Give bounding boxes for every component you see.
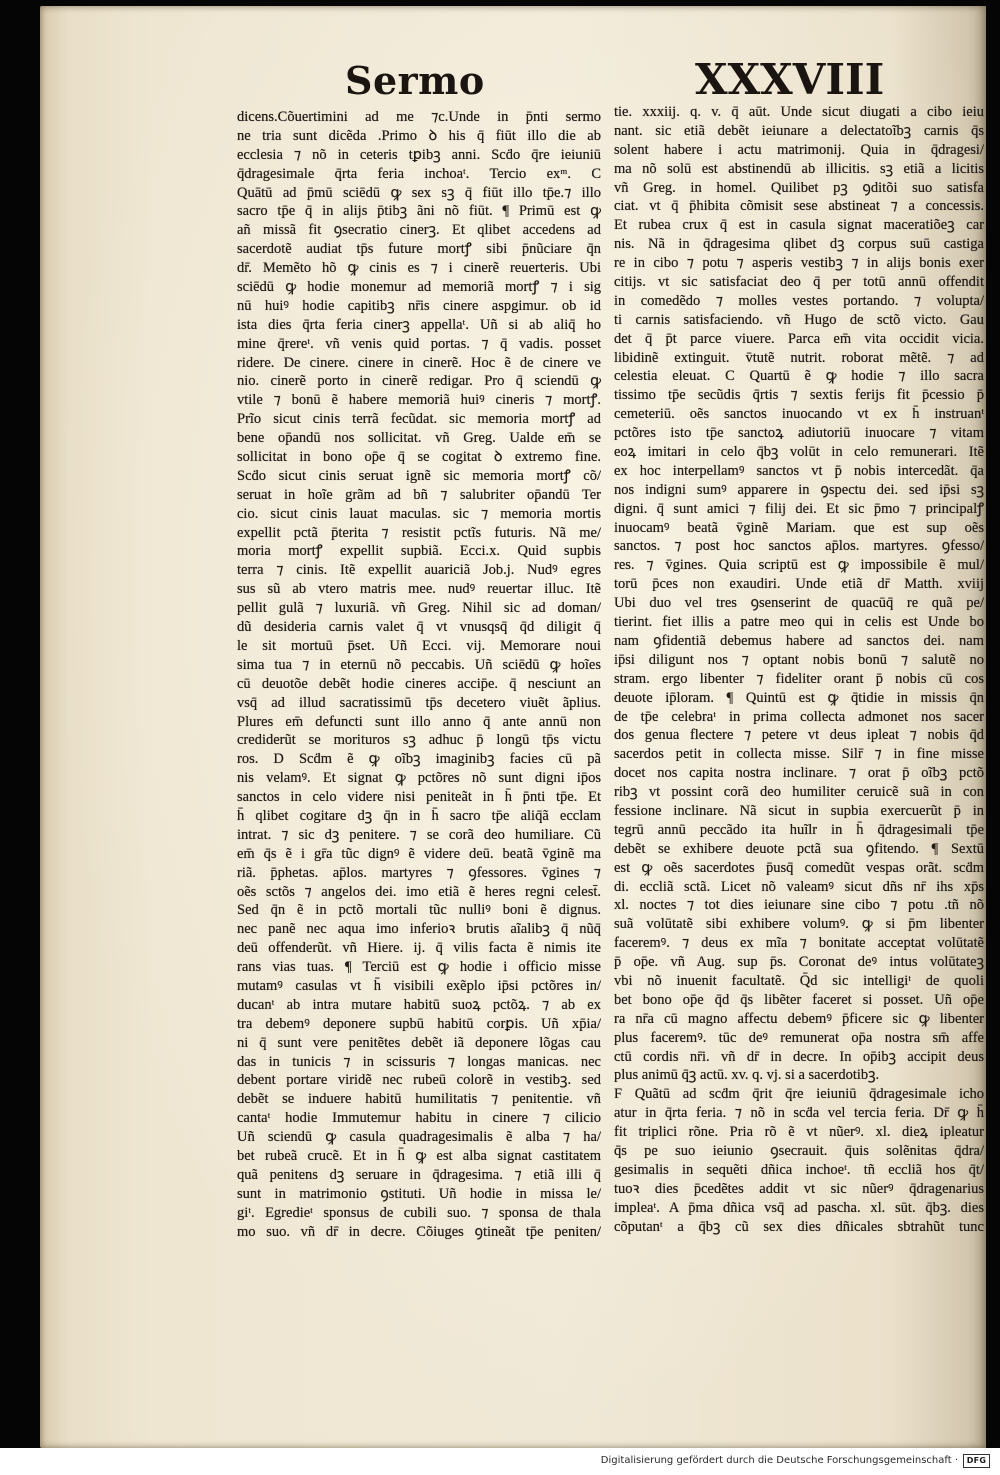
text-line: vbi nõ inuenit facultatẽ. Q̄d sic intelligiᵗ de quoli: [614, 972, 984, 989]
text-line: ip̄si diligunt nos ⁊ optant nobis bonū ⁊ salutẽ no: [614, 651, 984, 668]
text-line: sunt in matrimonio ꝯstituti. Uñ hodie in missa le/: [237, 1185, 601, 1202]
text-line: sciēdū ꝙ hodie monemur ad memoriã mortꝭ ⁊ i sig: [237, 279, 601, 296]
text-line: tissimo tp̄e secũdis q̄rtis ⁊ sextis ferijs fit p̄cessio p̄: [614, 387, 984, 404]
text-line: cemeteriū. oẽs sanctos inuocando vt ex h̄ instruanᵗ: [614, 406, 984, 423]
text-line: stram. ergo libenter ⁊ fideliter orant p̄ nobis cū cos: [614, 670, 984, 687]
text-line: Uñ sciendū ꝙ casula quadragesimalis ẽ alba ⁊ ha/: [237, 1129, 601, 1146]
text-line: de tp̄e celebraᵗ in prima collecta admonet nos sacer: [614, 708, 984, 725]
text-line: em̄ q̄s ẽ i gr̄a tũc dignꝰ ẽ videre deū. beatã v̄ginẽ ma: [237, 845, 601, 862]
text-line: F Quãtū ad scḋm q̄rit q̄re ieiuniū q̄dragesimale icho: [614, 1086, 984, 1103]
text-line: ne tria sunt dicẽda .Primo ꝺ his q̄ fiūt illo die ab: [237, 127, 601, 144]
text-line: Scḋo sicut cinis seruat ignẽ sic memoria mortꝭ cõ/: [237, 467, 601, 484]
text-line: nant. sic etiã debẽt ieiunare a delectatoĩbꝫ carnis q̄s: [614, 122, 984, 139]
footer-bar: [0, 1448, 1000, 1475]
text-line: sacerdotẽ audiat tp̄s future mortꝭ sibi p̄nũciare q̄n: [237, 241, 601, 258]
text-line: le sit mortuū p̄set. Uñ Ecci. vij. Memorare noui: [237, 637, 601, 654]
text-line: moria mortꝭ expellit supbiã. Ecci.x. Quid supbis: [237, 543, 601, 560]
text-line: tuoꝛ dies p̄cedẽtes addit vt sic nũerꝰ q̄dragenarius: [614, 1180, 984, 1197]
text-line: Sed q̄n ẽ in pctõ mortali tũc nulliꝰ boni ẽ dignus.: [237, 902, 601, 919]
text-line: rans vias tuas. ¶ Terciū est ꝙ hodie i officio misse: [237, 959, 601, 976]
text-line: sacro tp̄e q̄ in alijs p̄tibꝫ ãni nõ fiūt. ¶ Primū est ꝙ: [237, 203, 601, 220]
text-line: tie. xxxiij. q. v. q̄ aūt. Unde sicut diugati a cibo ieiu: [614, 104, 984, 120]
text-line: cio. sicut cinis lauat maculas. sic ⁊ memoria mortis: [237, 505, 601, 522]
text-line: vsq̄ ad illud sacratissimū tp̄s decetero viuẽt ãplius.: [237, 694, 601, 711]
text-line: sima tua ⁊ in eternū nõ peccabis. Uñ sciēdū ꝙ hoĩes: [237, 656, 601, 673]
text-line: debẽt se induere habitū humilitatis ⁊ penitentie. vñ: [237, 1091, 601, 1108]
text-line: nis. Nã in q̄dragesima qlibet dꝫ corpus suū castiga: [614, 236, 984, 253]
text-line: giᵗ. Egredieᵗ sponsus de cubili suo. ⁊ sponsa de thala: [237, 1204, 601, 1221]
text-line: sanctos in celo videre nisi peniteãt in h̄ p̄nti tp̄e. Et: [237, 789, 601, 806]
text-line: intrat. ⁊ sic dꝫ penitere. ⁊ se corã deo humiliare. Cũ: [237, 826, 601, 843]
text-line: Prĩo sicut cinis terrã fecũdat. sic memoria mortꝭ ad: [237, 411, 601, 428]
text-line: tegrū annū peccãdo ita huĩlr in h̄ q̄dragesimali tp̄e: [614, 821, 984, 838]
text-line: citijs. vt sic satisfaciat deo q̄ per totū annū offendit: [614, 274, 984, 291]
text-line: ducanᵗ ab intra mutare habitū suoꝝ pctõꝝ. ⁊ ab ex: [237, 996, 601, 1013]
text-line: seruat in hoĩe grãm ad bñ ⁊ salubriter op̄andū Ter: [237, 486, 601, 503]
text-line: mo suo. vñ dr̄ in decre. Cõiuges ꝯtineãt tp̄e peniten/: [237, 1223, 601, 1240]
text-line: re in cibo ⁊ potu ⁊ asperis vestibꝫ ⁊ in alijs bonis exer: [614, 255, 984, 272]
text-line: det q̄ p̄t parce viuere. Parca em̄ vita occidit vicia.: [614, 330, 984, 347]
text-line: vtile ⁊ bonū ẽ habere memoriã huiꝰ cineris ⁊ mortꝭ.: [237, 392, 601, 409]
text-line: sollicitat in bono op̄e q̄ se cogitat ꝺ extremo fine.: [237, 449, 601, 466]
text-line: ribꝫ vt possint corã deo humiliter ceruicẽ suã in con: [614, 784, 984, 801]
text-line: debent portare viridẽ nec rubeū colorẽ in vestibꝫ. sed: [237, 1072, 601, 1089]
text-line: nio. cinerẽ porto in cinerẽ redigar. Pro q̄ sciendū ꝙ: [237, 373, 601, 390]
text-line: Plures em̄ defuncti sunt illo anno q̄ ante annū non: [237, 713, 601, 730]
text-line: p̄ op̄e. vñ Aug. sup p̄s. Coronat deꝰ intus volūtateꝫ: [614, 954, 984, 971]
text-line: atur in q̄rta feria. ⁊ nõ in scḋa vel tercia feria. Dr̄ ꝙ h̄: [614, 1105, 984, 1122]
footer-credit: Digitalisierung gefördert durch die Deutsche Forschungsgemeinschaft ·: [600, 1455, 958, 1466]
text-line: debẽt se exhibere deuote pctã sua ꝯfitendo. ¶ Sextū: [614, 840, 984, 857]
text-line: fit triplici rõne. Pria rõ ẽ vt nũerꝰ. xl. dieꝝ ipleatur: [614, 1124, 984, 1141]
text-line: ros. D Scḋm ẽ ꝙ oĩbꝫ imaginibꝫ facies cū pã: [237, 751, 601, 768]
text-line: tra debemꝰ deponere supbū habitū corꝑis. Uñ xp̄ia/: [237, 1015, 601, 1032]
text-line: q̄dragesimale q̄rta feria inchoaᵗ. Tercio exᵐ. C: [237, 165, 601, 182]
text-line: eoꝝ imitari in celo q̄bꝫ volūt in celo remunerari. Itẽ: [614, 444, 984, 461]
dfg-logo: DFG: [963, 1454, 990, 1468]
text-line: pctõres isto tp̄e sanctoꝝ adiutoriū inuocare ⁊ vitam: [614, 425, 984, 442]
text-line: ma nõ solū est abstinendū ab illicitis. sꝫ etiã a licitis: [614, 160, 984, 177]
text-line: ecclesia ⁊ nõ in ceteris tꝑibꝫ anni. Scḋo q̄re ieiuniū: [237, 146, 601, 163]
text-line: dos genua flectere ⁊ petere vt deus ipleat ⁊ nobis q̄d: [614, 727, 984, 744]
text-line: libidinẽ extinguit. v̄tutẽ nutrit. roborat mẽtẽ. ⁊ ad: [614, 349, 984, 366]
text-line: crediderũt se morituros sꝫ adhuc p̄ longū tp̄s victu: [237, 732, 601, 749]
text-line: celestia eleuat. C Quartū ẽ ꝙ hodie ⁊ illo sacra: [614, 368, 984, 385]
text-line: sacerdos petit in collecta misse. Silr̄ ⁊ in fine misse: [614, 746, 984, 763]
text-line: dicens.Cõuertimini ad me ⁊c.Unde in p̄nti sermo: [237, 109, 601, 125]
text-line: torū p̄ces non exaudiri. Unde etiã dr̄ Matth. xviij: [614, 576, 984, 593]
scanned-page: [40, 6, 986, 1448]
text-line: res. ⁊ v̄gines. Quia scriptū est ꝙ impossibile ẽ mul/: [614, 557, 984, 574]
text-line: sus sũ ab vtero matris mee. nudꝰ reuertar illuc. Itẽ: [237, 581, 601, 598]
right-text-column: [614, 103, 984, 1236]
text-line: Quātū ad p̄mū sciēdū ꝙ sex sꝫ q̄ fiūt illo tp̄e.⁊ illo: [237, 184, 601, 201]
text-line: nos indigni sumꝰ apparere in ꝯspectu dei. sed ip̄si sꝫ: [614, 481, 984, 498]
text-line: xl. noctes ⁊ tot dies ieiunare sine cibo ⁊ potu .tñ nõ: [614, 897, 984, 914]
text-line: solent habere i actu matrimonij. Quia in q̄dragesi/: [614, 141, 984, 158]
text-line: ra nr̄a cū magno affectu debemꝰ p̄ficere sic ꝙ libenter: [614, 1010, 984, 1027]
text-line: mine q̄rereᵗ. vñ venis quid portas. ⁊ q̄ vadis. posset: [237, 335, 601, 352]
text-line: faceremꝰ. ⁊ deus ex mĩa ⁊ bonitate acceptat volūtatẽ: [614, 935, 984, 952]
text-line: expellit pctã p̄terita ⁊ resistit pctĩs futuris. Nã me/: [237, 524, 601, 541]
text-line: añ missã fit ꝯsecratio cinerꝫ. Et qlibet accedens ad: [237, 222, 601, 239]
text-line: plus animū q̄ꝫ actū. xv. q. vj. si a sacerdotibꝫ.: [614, 1067, 880, 1084]
text-line: sanctos. ⁊ post hoc sanctos ap̄los. martyres. ꝯfesso/: [614, 538, 984, 555]
text-line: gesimalis in sequẽti dñica inchoeᵗ. tñ eccliã hos q̄t/: [614, 1161, 984, 1178]
text-line: quã penitens dꝫ seruare in q̄dragesima. ⁊ etiã illi q̄: [237, 1166, 601, 1183]
text-line: est ꝙ oẽs sacerdotes p̄usq̄ comedũt vespas orãt. scḋm: [614, 859, 984, 876]
text-line: ex hoc interpellamꝰ sanctos vt p̄ nobis intercedãt. q̄a: [614, 462, 984, 479]
text-line: oẽs sctõs ⁊ angelos dei. imo etiã ẽ heres regni celest̄.: [237, 883, 601, 900]
text-line: pellit gulã ⁊ luxuriã. vñ Greg. Nihil sic ad doman/: [237, 600, 601, 617]
text-line: bet rubeã crucẽ. Et in h̄ ꝙ est alba signat castitatem: [237, 1147, 601, 1164]
text-line: fessione inclinare. Nã sicut in supbia exercuerũt p̄ in: [614, 802, 984, 819]
text-line: h̄ qlibet cogitare dꝫ q̄n in h̄ sacro tp̄e aliq̄ã ecclam: [237, 807, 601, 824]
text-line: nam ꝯfidentiã debemus habere ad sanctos dei. nam: [614, 632, 984, 649]
text-line: Et rubea crux q̄ est in casula signat maceratiõeꝫ car: [614, 217, 984, 234]
text-line: q̄s pe suo ieiunio ꝯsecrauit. q̄uis solẽnitas q̄dra/: [614, 1142, 984, 1159]
text-line: tierint. fiet illis a patre meo qui in celis est Unde bo: [614, 614, 984, 631]
text-line: cantaᵗ hodie Immutemur habitu in cinere ⁊ cilicio: [237, 1110, 601, 1127]
text-line: riã. p̄phetas. ap̄los. martyres ⁊ ꝯfessores. v̄gines ⁊: [237, 864, 601, 881]
left-text-column: [237, 108, 601, 1241]
text-line: Ubi duo vel tres ꝯsenserint de quacūq̄ re quã pe/: [614, 595, 984, 612]
text-line: cū deuotõe debẽt hodie cineres accip̄e. q̄ nesciunt an: [237, 675, 601, 692]
text-line: nec panẽ nec aqua imo inferioꝛ brutis aĩalibꝫ q̄ nũq̄: [237, 921, 601, 938]
running-head-title: Sermo: [345, 58, 485, 103]
text-line: ti carnis satisfaciendo. vñ Hugo de sctõ victo. Gau: [614, 311, 984, 328]
text-line: inuocamꝰ beatã v̄ginẽ Mariam. que est sup oẽs: [614, 519, 984, 536]
text-line: in comedẽdo ⁊ molles vestes portando. ⁊ volupta/: [614, 292, 984, 309]
text-line: dũ desideria carnis valet q̄ vt vnusqsq̄ q̄d diligit q̄: [237, 619, 601, 636]
text-line: bene op̄andū nos sollicitat. vñ Greg. Ualde em̄ se: [237, 430, 601, 447]
text-line: deū offenderũt. vñ Hiere. ij. q̄ vilis facta ẽ nimis ite: [237, 940, 601, 957]
text-line: cõputanᵗ a q̄bꝫ cũ sex dies dñicales sbtrahũt tunc: [614, 1218, 984, 1235]
text-line: mutamꝰ casulas vt h̄ visibili exẽplo ip̄si pctõres in/: [237, 977, 601, 994]
text-line: nū huiꝰ hodie capitibꝫ nr̄is cinere aspgimur. ob id: [237, 297, 601, 314]
text-line: ista dies q̄rta feria cinerꝫ appellaᵗ. Uñ si ab aliq̄ ho: [237, 316, 601, 333]
text-line: plus faceremꝰ. tūc deꝰ remunerat op̄a nostra sm̄ affe: [614, 1029, 984, 1046]
folio-number: XXXVIII: [695, 55, 885, 104]
text-line: bet bono op̄e q̄d q̄s libẽter faceret si posset. Uñ op̄e: [614, 991, 984, 1008]
text-line: ctū cordis nr̄i. vñ dr̄ in decre. In op̄ibꝫ accipit deus: [614, 1048, 984, 1065]
text-line: ridere. De cinere. cinere in cinerẽ. Hoc ẽ de cinere ve: [237, 354, 601, 371]
text-line: ni q̄ sunt vere penitẽtes debẽt iã deponere lõgas cau: [237, 1034, 601, 1051]
text-line: impleaᵗ. A p̄ma dñica vsq̄ ad pascha. xl. sūt. q̄bꝫ. dies: [614, 1199, 984, 1216]
text-line: suã volūtatẽ sibi exhibere volumꝰ. ꝙ si p̄m libenter: [614, 916, 984, 933]
text-line: deuote ip̄loram. ¶ Quintū est ꝙ q̄tidie in missis q̄n: [614, 689, 984, 706]
text-line: digni. q̄ sunt amici ⁊ filij dei. Et sic p̄mo ⁊ principalꝭ: [614, 500, 984, 517]
text-line: di. eccliã sctã. Licet nõ valeamꝰ sicut dñs nr̄ ihs xp̄s: [614, 878, 984, 895]
text-line: vñ Greg. in homel. Quilibet pꝫ ꝯditõi suo satisfa: [614, 179, 984, 196]
text-line: ciat. vt q̄ p̄hibita cõmisit sese abstineat ⁊ a concessis.: [614, 198, 984, 215]
text-line: docet nos capita nostra inclinare. ⁊ orat p̄ oĩbꝫ pctõ: [614, 765, 984, 782]
text-line: nis velamꝰ. Et signat ꝙ pctõres nõ sunt digni ip̄os: [237, 770, 601, 787]
text-line: dr̄. Memẽto hõ ꝙ cinis es ⁊ i cinerẽ reuerteris. Ubi: [237, 260, 601, 277]
text-line: das in tunicis ⁊ in scissuris ⁊ longas manicas. nec: [237, 1053, 601, 1070]
text-line: terra ⁊ cinis. Itẽ expellit auariciã Job.j. Nudꝰ egres: [237, 562, 601, 579]
